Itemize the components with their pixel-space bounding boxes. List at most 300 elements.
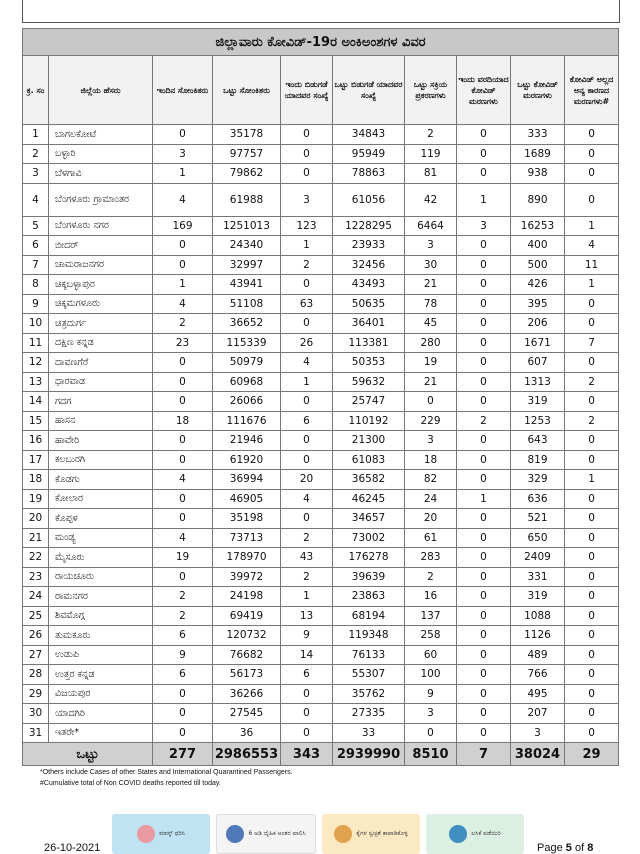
stat-cell: 2: [457, 411, 511, 431]
stat-cell: 1126: [511, 626, 565, 646]
stat-cell: 16: [405, 587, 457, 607]
stat-cell: 23933: [333, 236, 405, 256]
district-name: ಬೆಂಗಳೂರು ಗ್ರಾಮಾಂತರ: [49, 183, 153, 216]
table-row: [23, 183, 619, 216]
serial-number: 14: [23, 392, 49, 412]
stat-cell: 39972: [213, 567, 281, 587]
report-date: 26-10-2021: [44, 842, 101, 854]
stat-cell: 0: [565, 431, 619, 451]
stat-cell: 178970: [213, 548, 281, 568]
stat-cell: 766: [511, 665, 565, 685]
stat-cell: 13: [281, 606, 333, 626]
stat-cell: 0: [405, 392, 457, 412]
stat-cell: 30: [405, 255, 457, 275]
stat-cell: 0: [457, 723, 511, 743]
district-name: ಚಿಕ್ಕಬಳ್ಳಾಪುರ: [49, 275, 153, 295]
stat-cell: 2: [405, 567, 457, 587]
stat-cell: 78863: [333, 164, 405, 184]
stat-cell: 521: [511, 509, 565, 529]
serial-number: 8: [23, 275, 49, 295]
serial-number: 5: [23, 216, 49, 236]
district-name: ರಾಯಚೂರು: [49, 567, 153, 587]
banner-vaccine-text: ಲಸಿಕೆ ಪಡೆಯಿರಿ: [471, 830, 501, 837]
stat-cell: 0: [281, 125, 333, 145]
total-cell: 8510: [405, 743, 457, 766]
stat-cell: 9: [153, 645, 213, 665]
stat-cell: 56173: [213, 665, 281, 685]
stat-cell: 4: [153, 470, 213, 490]
stat-cell: 0: [565, 450, 619, 470]
stat-cell: 6: [153, 665, 213, 685]
table-row: [23, 470, 619, 490]
district-name: ಚಾಮರಾಜನಗರ: [49, 255, 153, 275]
stat-cell: 137: [405, 606, 457, 626]
stat-cell: 36266: [213, 684, 281, 704]
stat-cell: 3: [511, 723, 565, 743]
stat-cell: 21300: [333, 431, 405, 451]
district-name: ರಾಮನಗರ: [49, 587, 153, 607]
serial-number: 4: [23, 183, 49, 216]
stat-cell: 0: [457, 353, 511, 373]
table-row: [23, 548, 619, 568]
stat-cell: 0: [457, 314, 511, 334]
district-name: ಮಂಡ್ಯ: [49, 528, 153, 548]
banner-handwash-text: ಕೈಗಳ ಸ್ವಚ್ಛತೆ ಕಾಪಾಡಿಕೊಳ್ಳಿ: [356, 830, 408, 837]
stat-cell: 25747: [333, 392, 405, 412]
stat-cell: 2: [153, 606, 213, 626]
stat-cell: 4: [281, 353, 333, 373]
district-name: ಹಾಸನ: [49, 411, 153, 431]
stat-cell: 207: [511, 704, 565, 724]
district-name: ಬೆಂಗಳೂರು ನಗರ: [49, 216, 153, 236]
stat-cell: 0: [565, 528, 619, 548]
stat-cell: 4: [153, 183, 213, 216]
table-row: [23, 164, 619, 184]
stat-cell: 3: [457, 216, 511, 236]
stat-cell: 18: [153, 411, 213, 431]
stat-cell: 21946: [213, 431, 281, 451]
stat-cell: 35762: [333, 684, 405, 704]
stat-cell: 11: [565, 255, 619, 275]
stat-cell: 1: [281, 587, 333, 607]
district-name: ಕೋಲಾರ: [49, 489, 153, 509]
stat-cell: 123: [281, 216, 333, 236]
stat-cell: 61: [405, 528, 457, 548]
page-of: of: [574, 842, 585, 854]
stat-cell: 3: [405, 236, 457, 256]
total-cell: 29: [565, 743, 619, 766]
table-row: [23, 275, 619, 295]
total-label: ಒಟ್ಟು: [23, 743, 153, 766]
stat-cell: 0: [565, 294, 619, 314]
stat-cell: 34843: [333, 125, 405, 145]
stat-cell: 890: [511, 183, 565, 216]
stat-cell: 0: [281, 704, 333, 724]
stat-cell: 0: [457, 548, 511, 568]
stat-cell: 32456: [333, 255, 405, 275]
stat-cell: 7: [565, 333, 619, 353]
table-row: [23, 509, 619, 529]
stat-cell: 0: [565, 704, 619, 724]
stat-cell: 0: [457, 275, 511, 295]
district-name: ಕೊಡಗು: [49, 470, 153, 490]
stat-cell: 0: [457, 587, 511, 607]
table-row: [23, 255, 619, 275]
stat-cell: 1251013: [213, 216, 281, 236]
table-row: [23, 450, 619, 470]
stat-cell: 119348: [333, 626, 405, 646]
stat-cell: 97757: [213, 144, 281, 164]
column-header: ಇಂದು ವರದಿಯಾದ ಕೋವಿಡ್ ಮರಣಗಳು: [457, 56, 511, 125]
total-cell: 343: [281, 743, 333, 766]
total-cell: 2986553: [213, 743, 281, 766]
stat-cell: 111676: [213, 411, 281, 431]
stat-cell: 0: [565, 392, 619, 412]
stat-cell: 4: [565, 236, 619, 256]
banner-distance: [216, 814, 316, 854]
stat-cell: 0: [153, 236, 213, 256]
stat-cell: 20: [281, 470, 333, 490]
stat-cell: 650: [511, 528, 565, 548]
stat-cell: 39639: [333, 567, 405, 587]
page-footer: [0, 812, 640, 853]
stat-cell: 495: [511, 684, 565, 704]
stat-cell: 3: [405, 704, 457, 724]
stat-cell: 61988: [213, 183, 281, 216]
stat-cell: 59632: [333, 372, 405, 392]
stat-cell: 0: [457, 333, 511, 353]
stat-cell: 0: [565, 723, 619, 743]
stat-cell: 819: [511, 450, 565, 470]
stat-cell: 6: [281, 665, 333, 685]
stat-cell: 45: [405, 314, 457, 334]
stat-cell: 1: [565, 275, 619, 295]
stat-cell: 229: [405, 411, 457, 431]
stat-cell: 1671: [511, 333, 565, 353]
stat-cell: 169: [153, 216, 213, 236]
stat-cell: 1: [457, 183, 511, 216]
serial-number: 17: [23, 450, 49, 470]
stat-cell: 73002: [333, 528, 405, 548]
district-name: ಇತರೇ*: [49, 723, 153, 743]
stat-cell: 61083: [333, 450, 405, 470]
stat-cell: 27545: [213, 704, 281, 724]
district-name: ಗದಗ: [49, 392, 153, 412]
table-body: [23, 125, 619, 766]
stat-cell: 43: [281, 548, 333, 568]
stat-cell: 489: [511, 645, 565, 665]
stat-cell: 0: [457, 528, 511, 548]
stat-cell: 0: [457, 665, 511, 685]
stat-cell: 0: [565, 509, 619, 529]
stat-cell: 79862: [213, 164, 281, 184]
table-row: [23, 236, 619, 256]
stat-cell: 0: [457, 144, 511, 164]
table-row: [23, 489, 619, 509]
stat-cell: 0: [457, 372, 511, 392]
column-header: ಜಿಲ್ಲೆಯ ಹೆಸರು: [49, 56, 153, 125]
stat-cell: 33: [333, 723, 405, 743]
district-name: ಬಾಗಲಕೋಟೆ: [49, 125, 153, 145]
stat-cell: 0: [457, 125, 511, 145]
stat-cell: 636: [511, 489, 565, 509]
mask-icon: [137, 825, 155, 843]
table-row: [23, 704, 619, 724]
stat-cell: 0: [153, 392, 213, 412]
stat-cell: 35198: [213, 509, 281, 529]
stat-cell: 3: [281, 183, 333, 216]
stat-cell: 2: [281, 528, 333, 548]
district-name: ತುಮಕೂರು: [49, 626, 153, 646]
stat-cell: 0: [457, 431, 511, 451]
stat-cell: 0: [565, 548, 619, 568]
serial-number: 20: [23, 509, 49, 529]
table-row: [23, 353, 619, 373]
stat-cell: 0: [281, 684, 333, 704]
stat-cell: 0: [457, 645, 511, 665]
stat-cell: 78: [405, 294, 457, 314]
table-row: [23, 684, 619, 704]
stat-cell: 46905: [213, 489, 281, 509]
stat-cell: 0: [153, 450, 213, 470]
district-name: ಕೊಪ್ಪಳ: [49, 509, 153, 529]
stat-cell: 0: [565, 567, 619, 587]
serial-number: 13: [23, 372, 49, 392]
stat-cell: 333: [511, 125, 565, 145]
column-header: ಒಟ್ಟು ಕೋವಿಡ್ ಮರಣಗಳು: [511, 56, 565, 125]
stat-cell: 61920: [213, 450, 281, 470]
stat-cell: 76133: [333, 645, 405, 665]
serial-number: 21: [23, 528, 49, 548]
stat-cell: 0: [153, 125, 213, 145]
page-total: 8: [587, 842, 594, 854]
serial-number: 22: [23, 548, 49, 568]
stat-cell: 50635: [333, 294, 405, 314]
column-header: ಇಂದು ಬಿಡುಗಡೆ ಯಾದವರ ಸಂಖ್ಯೆ: [281, 56, 333, 125]
stat-cell: 32997: [213, 255, 281, 275]
stat-cell: 0: [457, 509, 511, 529]
stat-cell: 0: [405, 723, 457, 743]
stat-cell: 63: [281, 294, 333, 314]
stat-cell: 21: [405, 275, 457, 295]
stat-cell: 36994: [213, 470, 281, 490]
stat-cell: 34657: [333, 509, 405, 529]
stat-cell: 0: [153, 431, 213, 451]
stat-cell: 1: [281, 236, 333, 256]
stat-cell: 0: [153, 353, 213, 373]
stat-cell: 9: [405, 684, 457, 704]
stat-cell: 61056: [333, 183, 405, 216]
stat-cell: 643: [511, 431, 565, 451]
stat-cell: 76682: [213, 645, 281, 665]
district-stats-table: [22, 28, 619, 766]
serial-number: 1: [23, 125, 49, 145]
serial-number: 23: [23, 567, 49, 587]
stat-cell: 3: [405, 431, 457, 451]
stat-cell: 0: [153, 489, 213, 509]
table-row: [23, 528, 619, 548]
stat-cell: 60968: [213, 372, 281, 392]
stat-cell: 0: [457, 392, 511, 412]
stat-cell: 426: [511, 275, 565, 295]
stat-cell: 1: [153, 164, 213, 184]
serial-number: 10: [23, 314, 49, 334]
stat-cell: 0: [457, 606, 511, 626]
header-row: [23, 56, 619, 125]
stat-cell: 280: [405, 333, 457, 353]
stat-cell: 120732: [213, 626, 281, 646]
table-row: [23, 665, 619, 685]
stat-cell: 0: [565, 183, 619, 216]
stat-cell: 35178: [213, 125, 281, 145]
stat-cell: 176278: [333, 548, 405, 568]
serial-number: 15: [23, 411, 49, 431]
stat-cell: 0: [281, 144, 333, 164]
banner-vaccine: [426, 814, 524, 854]
stat-cell: 0: [281, 723, 333, 743]
stat-cell: 55307: [333, 665, 405, 685]
stat-cell: 0: [457, 255, 511, 275]
serial-number: 24: [23, 587, 49, 607]
stat-cell: 26066: [213, 392, 281, 412]
stat-cell: 69419: [213, 606, 281, 626]
stat-cell: 2: [153, 587, 213, 607]
stat-cell: 16253: [511, 216, 565, 236]
stat-cell: 110192: [333, 411, 405, 431]
distance-icon: [226, 825, 244, 843]
stat-cell: 938: [511, 164, 565, 184]
district-name: ಉಡುಪಿ: [49, 645, 153, 665]
district-name: ಮೈಸೂರು: [49, 548, 153, 568]
stat-cell: 20: [405, 509, 457, 529]
stat-cell: 395: [511, 294, 565, 314]
stat-cell: 2: [281, 567, 333, 587]
stat-cell: 60: [405, 645, 457, 665]
banner-mask-text: ಮಾಸ್ಕ್ ಧರಿಸಿ: [159, 830, 185, 837]
stat-cell: 42: [405, 183, 457, 216]
stat-cell: 2: [565, 411, 619, 431]
stat-cell: 0: [153, 684, 213, 704]
stat-cell: 319: [511, 392, 565, 412]
total-cell: 7: [457, 743, 511, 766]
page-number: [537, 842, 593, 854]
stat-cell: 36652: [213, 314, 281, 334]
footnotes: [40, 767, 293, 789]
stat-cell: 0: [457, 704, 511, 724]
serial-number: 27: [23, 645, 49, 665]
stat-cell: 2: [565, 372, 619, 392]
stat-cell: 331: [511, 567, 565, 587]
stat-cell: 0: [153, 255, 213, 275]
serial-number: 16: [23, 431, 49, 451]
stat-cell: 51108: [213, 294, 281, 314]
stat-cell: 0: [457, 470, 511, 490]
serial-number: 19: [23, 489, 49, 509]
stat-cell: 0: [153, 509, 213, 529]
vaccine-icon: [449, 825, 467, 843]
stat-cell: 46245: [333, 489, 405, 509]
stat-cell: 2: [281, 255, 333, 275]
total-cell: 38024: [511, 743, 565, 766]
stat-cell: 4: [153, 528, 213, 548]
table-row: [23, 587, 619, 607]
total-cell: 2939990: [333, 743, 405, 766]
stat-cell: 73713: [213, 528, 281, 548]
stat-cell: 1313: [511, 372, 565, 392]
stat-cell: 43493: [333, 275, 405, 295]
stat-cell: 0: [565, 164, 619, 184]
serial-number: 29: [23, 684, 49, 704]
stat-cell: 0: [565, 626, 619, 646]
table-row: [23, 606, 619, 626]
stat-cell: 26: [281, 333, 333, 353]
stat-cell: 2: [405, 125, 457, 145]
table-row: [23, 144, 619, 164]
stat-cell: 0: [457, 684, 511, 704]
district-table-container: [22, 28, 618, 766]
column-header: ಇಂದಿನ ಸೋಂಕಿತರು: [153, 56, 213, 125]
stat-cell: 43941: [213, 275, 281, 295]
handwash-icon: [334, 825, 352, 843]
stat-cell: 3: [153, 144, 213, 164]
district-name: ಹಾವೇರಿ: [49, 431, 153, 451]
district-name: ಬಳ್ಳಾರಿ: [49, 144, 153, 164]
stat-cell: 36582: [333, 470, 405, 490]
stat-cell: 19: [405, 353, 457, 373]
serial-number: 31: [23, 723, 49, 743]
total-cell: 277: [153, 743, 213, 766]
stat-cell: 0: [457, 164, 511, 184]
column-header: ಒಟ್ಟು ಬಿಡುಗಡೆ ಯಾದವರ ಸಂಖ್ಯೆ: [333, 56, 405, 125]
stat-cell: 24: [405, 489, 457, 509]
stat-cell: 400: [511, 236, 565, 256]
stat-cell: 0: [281, 164, 333, 184]
stat-cell: 6: [281, 411, 333, 431]
column-header: ಕೋವಿಡ್ ಅಲ್ಲದ ಅನ್ಯ ಕಾರಣದ ಮರಣಗಳು#: [565, 56, 619, 125]
serial-number: 2: [23, 144, 49, 164]
stat-cell: 14: [281, 645, 333, 665]
stat-cell: 500: [511, 255, 565, 275]
serial-number: 6: [23, 236, 49, 256]
stat-cell: 0: [281, 450, 333, 470]
serial-number: 30: [23, 704, 49, 724]
district-name: ಕಲಬುರಗಿ: [49, 450, 153, 470]
stat-cell: 0: [565, 353, 619, 373]
stat-cell: 283: [405, 548, 457, 568]
top-frame: [22, 0, 620, 23]
page-label: Page: [537, 842, 563, 854]
stat-cell: 9: [281, 626, 333, 646]
stat-cell: 1228295: [333, 216, 405, 236]
table-row: [23, 372, 619, 392]
stat-cell: 82: [405, 470, 457, 490]
banner-handwash: [322, 814, 420, 854]
banner-distance-text: 6 ಅಡಿ ದೈಹಿಕ ಅಂತರ ಪಾಲಿಸಿ: [248, 830, 306, 837]
stat-cell: 0: [565, 606, 619, 626]
stat-cell: 100: [405, 665, 457, 685]
table-row: [23, 125, 619, 145]
district-name: ವಿಜಯಪುರ: [49, 684, 153, 704]
banner-mask: [112, 814, 210, 854]
stat-cell: 36401: [333, 314, 405, 334]
serial-number: 3: [23, 164, 49, 184]
awareness-banner: [112, 814, 524, 854]
district-name: ಶಿವಮೊಗ್ಗ: [49, 606, 153, 626]
stat-cell: 81: [405, 164, 457, 184]
stat-cell: 0: [281, 392, 333, 412]
stat-cell: 4: [153, 294, 213, 314]
stat-cell: 21: [405, 372, 457, 392]
